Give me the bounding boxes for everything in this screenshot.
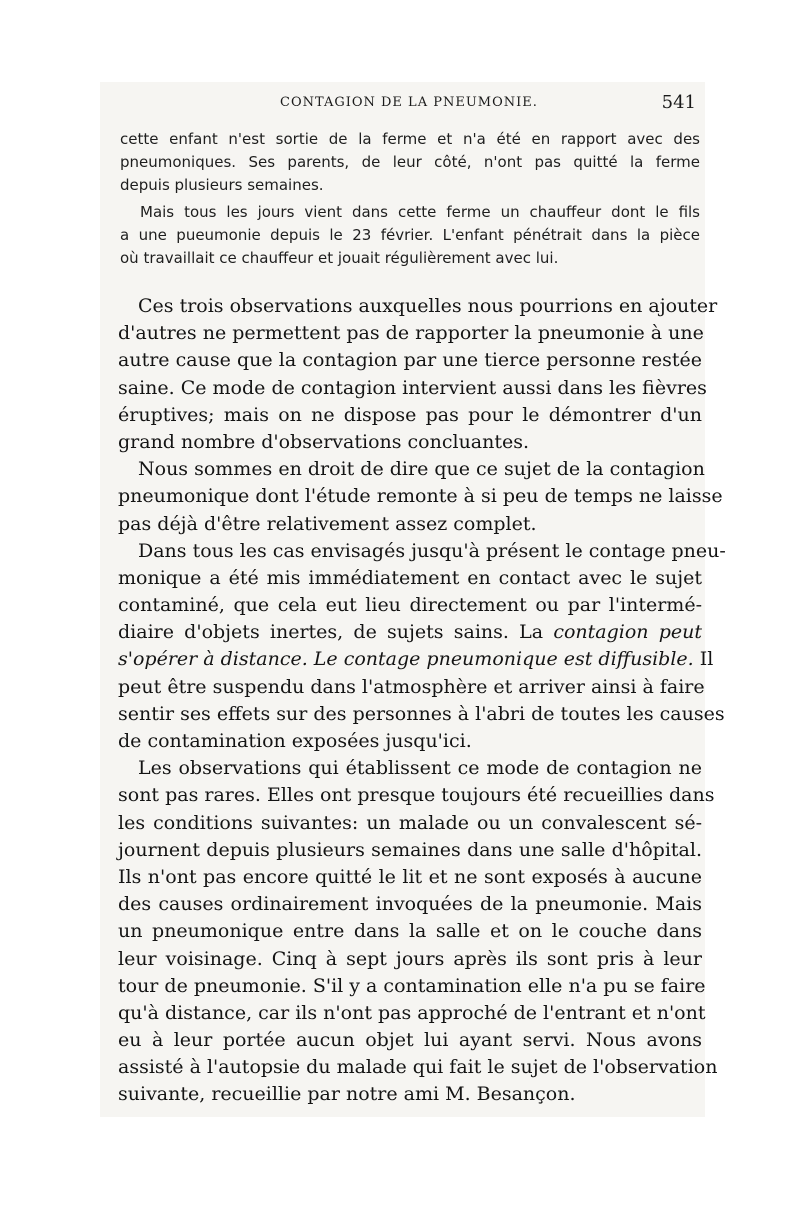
- text-line: les conditions suivantes: un malade ou un convalescent sé-: [118, 811, 702, 834]
- text-line: pas déjà d'être relativement assez complet.: [118, 512, 537, 535]
- paragraph-1: [118, 293, 718, 456]
- text-line: Les observations qui établissent ce mode de contagion ne: [138, 757, 702, 780]
- paragraph-3: [118, 538, 726, 756]
- text-line: a une pueumonie depuis le 23 février. L'enfant pénétrait dans la pièce: [120, 226, 700, 244]
- paragraph-2: [118, 456, 723, 538]
- text-line: tour de pneumonie. S'il y a contamination elle n'a pu se faire: [118, 974, 706, 997]
- text-line: d'autres ne permettent pas de rapporter la pneumonie à une: [118, 322, 704, 345]
- text-line: sont pas rares. Elles ont presque toujours été recueillies dans: [118, 784, 715, 807]
- text-line: cette enfant n'est sortie de la ferme et n'a été en rapport avec des: [120, 130, 700, 148]
- text-line: Ces trois observations auxquelles nous pourrions en ajouter: [138, 295, 718, 317]
- body-text: [118, 293, 726, 1109]
- small-paragraph-2: [120, 201, 700, 270]
- running-header: [118, 92, 696, 116]
- text-line: suivante, recueillie par notre ami M. Besançon.: [118, 1083, 576, 1106]
- text-line: sentir ses effets sur des personnes à l'abri de toutes les causes: [118, 702, 725, 725]
- text-line: grand nombre d'observations concluantes.: [118, 430, 530, 453]
- text-line: contaminé, que cela eut lieu directement ou par l'intermé-: [118, 594, 702, 617]
- text-line: monique a été mis immédiatement en contact avec le sujet: [118, 566, 702, 589]
- text-line: assisté à l'autopsie du malade qui fait le sujet de l'observation: [118, 1056, 718, 1079]
- text-line: autre cause que la contagion par une tierce personne restée: [118, 349, 702, 372]
- small-paragraph-1: [120, 128, 700, 197]
- italic-text: s'opérer à distance. Le contage pneumonique est diffusible.: [118, 648, 694, 671]
- text-line: journent depuis plusieurs semaines dans une salle d'hôpital.: [118, 838, 702, 861]
- text-line: qu'à distance, car ils n'ont pas approché de l'entrant et n'ont: [118, 1001, 706, 1024]
- text-line: [118, 646, 714, 673]
- text-line: depuis plusieurs semaines.: [120, 176, 324, 194]
- page-number: 541: [661, 92, 696, 113]
- text-line: de contamination exposées jusqu'ici.: [118, 730, 472, 752]
- italic-text: contagion peut: [553, 621, 702, 644]
- text-line: eu à leur portée aucun objet lui ayant servi. Nous avons: [118, 1029, 702, 1052]
- text-span: Il: [699, 648, 714, 671]
- text-span: diaire d'objets inertes, de sujets sains. La: [118, 621, 544, 644]
- paragraph-4: [118, 755, 718, 1108]
- text-line: des causes ordinairement invoquées de la pneumonie. Mais: [118, 893, 702, 916]
- text-line: où travaillait ce chauffeur et jouait régulièrement avec lui.: [120, 249, 559, 267]
- header-title: CONTAGION DE LA PNEUMONIE.: [280, 95, 538, 110]
- text-line: Dans tous les cas envisagés jusqu'à présent le contage pneu-: [138, 539, 726, 562]
- text-line: leur voisinage. Cinq à sept jours après ils sont pris à leur: [118, 947, 702, 970]
- text-line: Mais tous les jours vient dans cette ferme un chauffeur dont le fils: [140, 203, 700, 221]
- text-line: [118, 619, 702, 646]
- text-line: peut être suspendu dans l'atmosphère et arriver ainsi à faire: [118, 675, 705, 698]
- text-line: pneumoniques. Ses parents, de leur côté, n'ont pas quitté la ferme: [120, 153, 700, 171]
- text-line: saine. Ce mode de contagion intervient aussi dans les fièvres: [118, 376, 707, 399]
- text-line: pneumonique dont l'étude remonte à si peu de temps ne laisse: [118, 485, 723, 508]
- text-line: Ils n'ont pas encore quitté le lit et ne sont exposés à aucune: [118, 865, 702, 888]
- text-line: Nous sommes en droit de dire que ce sujet de la contagion: [138, 458, 705, 481]
- text-line: un pneumonique entre dans la salle et on le couche dans: [118, 920, 702, 943]
- text-line: éruptives; mais on ne dispose pas pour le démontrer d'un: [118, 403, 702, 426]
